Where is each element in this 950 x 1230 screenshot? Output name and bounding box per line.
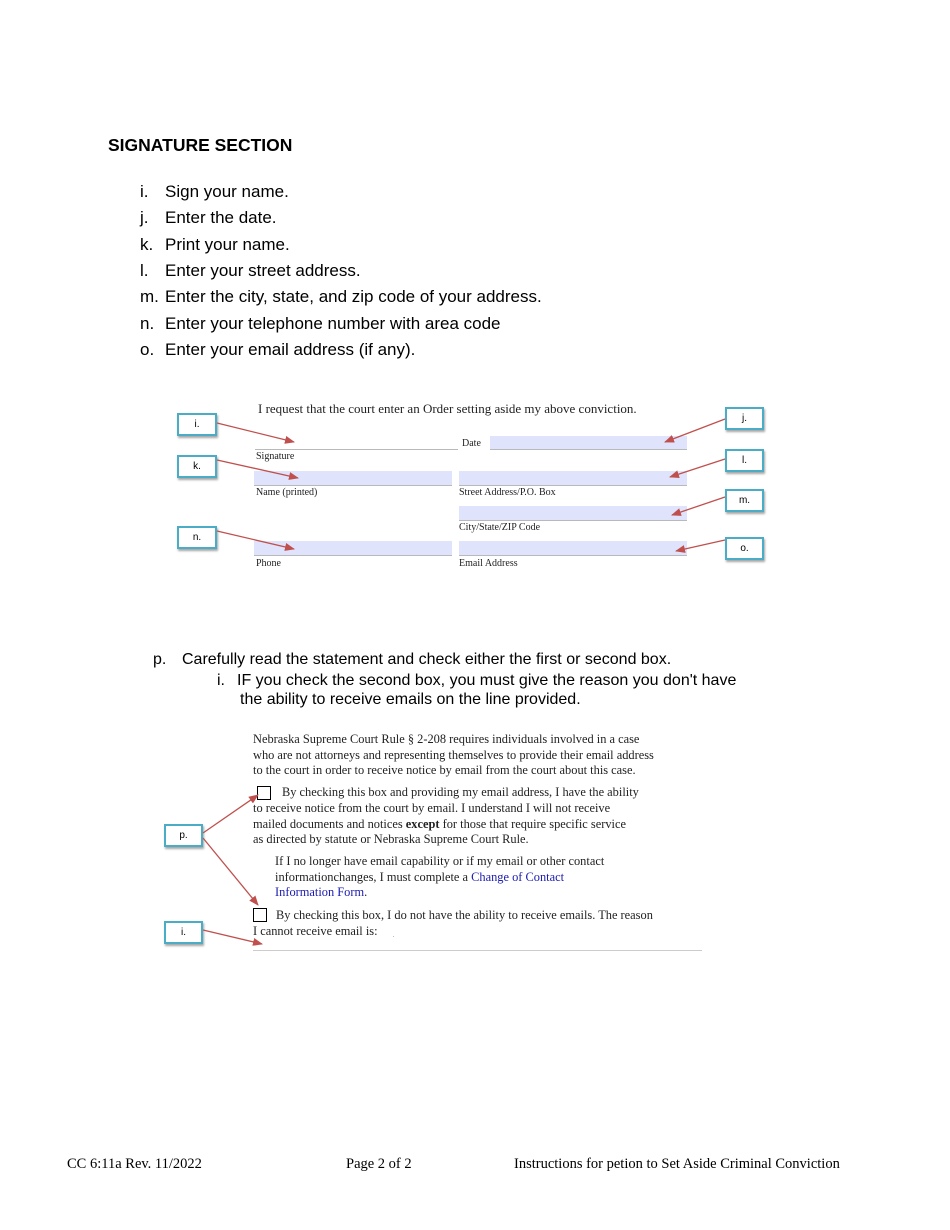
- callout-i-2: i.: [164, 921, 203, 944]
- callout-n: n.: [177, 526, 217, 549]
- instruction-marker: n.: [140, 314, 155, 333]
- callout-l: l.: [725, 449, 764, 472]
- court-request-text: I request that the court enter an Order setting aside my above conviction.: [258, 401, 637, 416]
- rule-line: to the court in order to receive notice by email from the court about this case.: [253, 763, 636, 777]
- instruction-marker: i.: [140, 182, 149, 201]
- box1-line-1: By checking this box and providing my email address, I have the ability: [282, 785, 639, 799]
- step-p-text: Carefully read the statement and check either the first or second box.: [182, 651, 672, 668]
- step-p-sub: [217, 672, 736, 690]
- instruction-marker: m.: [140, 287, 159, 306]
- box2-line-1: By checking this box, I do not have the ability to receive emails. The reason: [276, 908, 653, 922]
- instruction-text: Enter the date.: [165, 208, 277, 227]
- street-address-label: Street Address/P.O. Box: [459, 487, 556, 498]
- email-ability-checkbox[interactable]: [257, 786, 271, 800]
- name-label: Name (printed): [256, 487, 318, 498]
- step-p-sub-text-2: the ability to receive emails on the line provided.: [240, 691, 581, 708]
- no-email-checkbox[interactable]: [253, 908, 267, 922]
- callout-m: m.: [725, 489, 764, 512]
- rule-line: who are not attorneys and representing themselves to provide their email address: [253, 747, 654, 762]
- reason-line[interactable]: [253, 950, 702, 951]
- instruction-item: [140, 314, 500, 334]
- date-field[interactable]: [490, 436, 687, 450]
- arrow-i: [217, 423, 294, 442]
- note-line-1: If I no longer have email capability or if my email or other contact: [275, 854, 605, 868]
- callout-j: j.: [725, 407, 764, 430]
- street-address-field[interactable]: [459, 471, 687, 486]
- footer-form-code: CC 6:11a Rev. 11/2022: [67, 1156, 202, 1172]
- reason-cursor: [393, 936, 394, 937]
- instruction-text: Enter the city, state, and zip code of your address.: [165, 287, 542, 306]
- instruction-text: Sign your name.: [165, 182, 289, 201]
- email-field[interactable]: [459, 541, 687, 556]
- box1-paragraph: [253, 801, 626, 848]
- instruction-marker: j.: [140, 208, 149, 227]
- phone-field[interactable]: [254, 541, 452, 556]
- instruction-item: [140, 340, 415, 360]
- instruction-marker: l.: [140, 261, 149, 280]
- contact-note: [275, 854, 604, 901]
- note-line-3: [275, 885, 604, 901]
- rule-line: Nebraska Supreme Court Rule § 2-208 requires individuals involved in a case: [253, 732, 640, 746]
- instruction-item: [140, 208, 277, 228]
- email-label: Email Address: [459, 558, 518, 569]
- step-p: [153, 651, 671, 669]
- instruction-item: [140, 182, 289, 202]
- note-line-2: [275, 870, 604, 886]
- note-line-2-pre: informationchanges, I must complete a: [275, 869, 472, 884]
- callout-o: o.: [725, 537, 764, 560]
- box1-line-4: as directed by statute or Nebraska Supreme Court Rule.: [253, 832, 529, 846]
- city-state-zip-field[interactable]: [459, 506, 687, 521]
- box1-line-2: to receive notice from the court by email. I understand I will not receive: [253, 801, 611, 815]
- instruction-item: [140, 235, 290, 255]
- phone-label: Phone: [256, 558, 281, 569]
- instruction-marker: k.: [140, 235, 154, 254]
- court-rule-paragraph: [253, 732, 654, 779]
- city-state-zip-label: City/State/ZIP Code: [459, 522, 541, 533]
- signature-label: Signature: [256, 451, 295, 462]
- information-form-link[interactable]: Information Form: [275, 885, 365, 899]
- box1-line-3-post: for those that require specific service: [439, 816, 626, 831]
- section-heading: SIGNATURE SECTION: [108, 135, 293, 155]
- instruction-item: [140, 287, 542, 307]
- callout-i: i.: [177, 413, 217, 436]
- box1-line-3-bold: except: [405, 816, 440, 831]
- instruction-item: [140, 261, 361, 281]
- instruction-text: Enter your telephone number with area code: [165, 314, 501, 333]
- change-of-contact-link[interactable]: Change of Contact: [471, 869, 565, 884]
- box1-line-3-pre: mailed documents and notices: [253, 816, 406, 831]
- callout-k: k.: [177, 455, 217, 478]
- instruction-text: Print your name.: [165, 235, 290, 254]
- name-field[interactable]: [254, 471, 452, 486]
- note-period: .: [364, 885, 368, 899]
- instruction-marker: o.: [140, 340, 155, 359]
- box2-line-2: I cannot receive email is:: [253, 924, 378, 938]
- signature-line[interactable]: [255, 448, 458, 450]
- arrow-p-1: [203, 795, 258, 833]
- step-p-marker: p.: [153, 651, 167, 668]
- step-p-sub-text-1: IF you check the second box, you must give the reason you don't have: [237, 672, 737, 689]
- date-label: Date: [462, 438, 481, 449]
- box1-line-3: [253, 817, 626, 833]
- footer-document-title: Instructions for petion to Set Aside Criminal Conviction: [514, 1156, 840, 1172]
- instruction-text: Enter your street address.: [165, 261, 361, 280]
- callout-p: p.: [164, 824, 203, 847]
- footer-page-number: Page 2 of 2: [346, 1156, 412, 1172]
- instruction-text: Enter your email address (if any).: [165, 340, 416, 359]
- step-p-sub-marker: i.: [217, 672, 225, 689]
- arrow-p-2: [203, 838, 258, 905]
